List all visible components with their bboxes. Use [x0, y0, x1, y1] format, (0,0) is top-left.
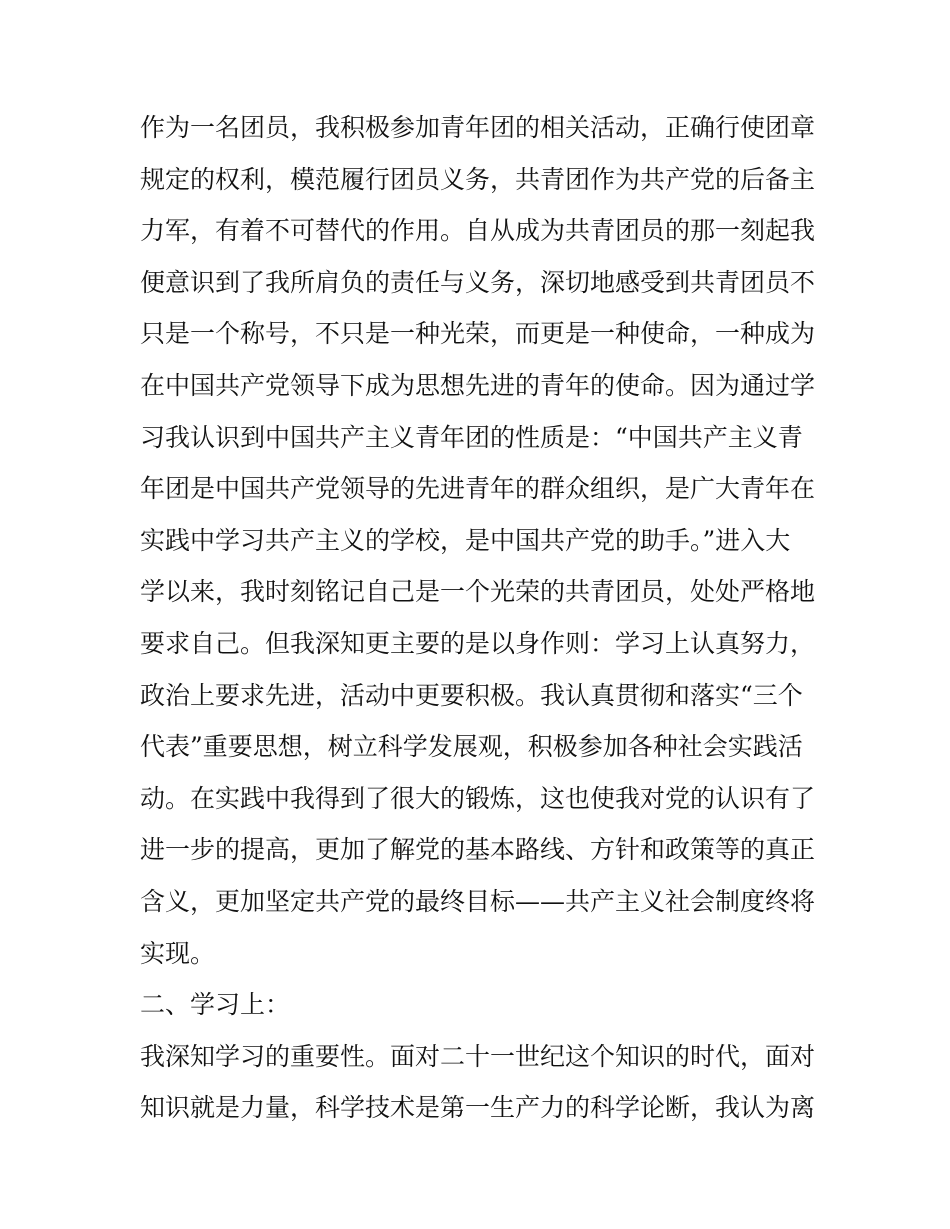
paragraph-line: 动。在实践中我得到了很大的锻炼，这也使我对党的认识有了 — [140, 783, 816, 813]
paragraph-line: 作为一名团员，我积极参加青年团的相关活动，正确行使团章 — [140, 113, 816, 142]
paragraph-line: 只是一个称号，不只是一种光荣，而更是一种使命，一种成为 — [140, 319, 816, 349]
paragraph-line: 在中国共产党领导下成为思想先进的青年的使命。因为通过学 — [140, 370, 816, 400]
paragraph-line: 代表”重要思想，树立科学发展观，积极参加各种社会实践活 — [140, 732, 803, 762]
paragraph-line: 政治上要求先进，活动中更要积极。我认真贯彻和落实“三个 — [140, 680, 803, 710]
paragraph-study — [140, 1031, 820, 1134]
paragraph-line: 含义，更加坚定共产党的最终目标——共产主义社会制度终将 — [140, 886, 816, 916]
section-heading: 二、学习上： — [140, 990, 291, 1020]
paragraph-line: 我深知学习的重要性。面对二十一世纪这个知识的时代，面对 — [140, 1041, 816, 1071]
paragraph-service — [140, 102, 820, 979]
paragraph-line: 习我认识到中国共产主义青年团的性质是：“中国共产主义青 — [140, 422, 803, 452]
document-body — [140, 102, 820, 1134]
paragraph-line: 学以来，我时刻铭记自己是一个光荣的共青团员，处处严格地 — [140, 577, 816, 607]
paragraph-line: 便意识到了我所肩负的责任与义务，深切地感受到共青团员不 — [140, 267, 816, 297]
paragraph-line: 知识就是力量，科学技术是第一生产力的科学论断，我认为离 — [140, 1093, 816, 1123]
paragraph-line: 要求自己。但我深知更主要的是以身作则：学习上认真努力， — [140, 628, 816, 658]
paragraph-line: 力军，有着不可替代的作用。自从成为共青团员的那一刻起我 — [140, 216, 816, 246]
paragraph-line: 实践中学习共产主义的学校，是中国共产党的助手。”进入大 — [140, 525, 791, 555]
paragraph-line: 年团是中国共产党领导的先进青年的群众组织，是广大青年在 — [140, 474, 816, 504]
paragraph-line: 进一步的提高，更加了解党的基本路线、方针和政策等的真正 — [140, 835, 816, 865]
paragraph-line: 规定的权利，模范履行团员义务，共青团作为共产党的后备主 — [140, 164, 816, 194]
paragraph-line: 实现。 — [140, 938, 216, 968]
